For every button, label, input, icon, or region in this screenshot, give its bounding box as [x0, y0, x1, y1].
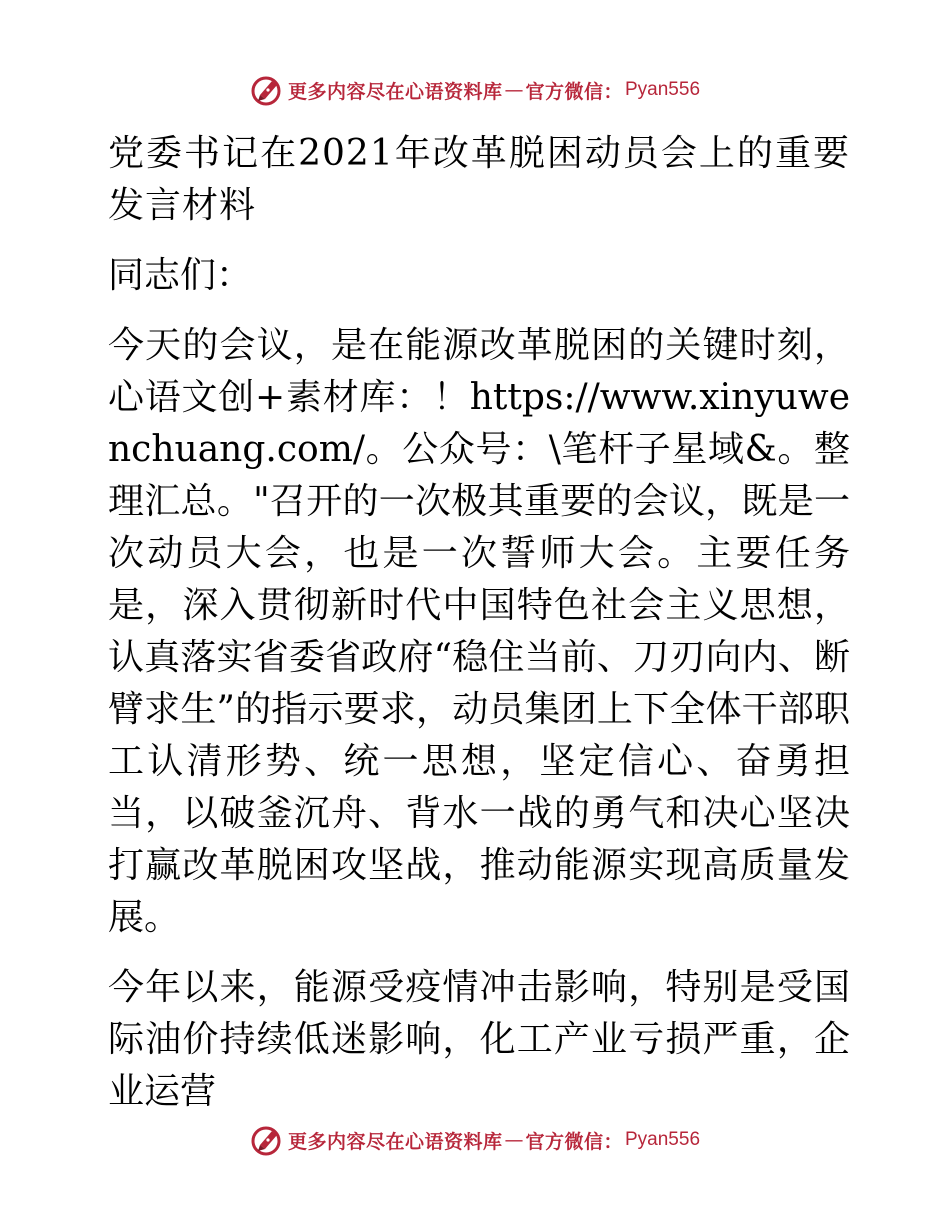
banner-brand: 更多内容尽在心语资料库 [287, 80, 503, 103]
pen-nib-circle-icon [250, 73, 284, 107]
banner-wechat-label: 官方微信： [525, 80, 623, 103]
banner-brand: 更多内容尽在心语资料库 [287, 1130, 503, 1153]
banner-separator: — [504, 79, 524, 101]
banner-separator: — [504, 1129, 524, 1151]
document-body [98, 128, 850, 1136]
header-banner [0, 70, 950, 110]
paragraph-1: 今天的会议，是在能源改革脱困的关键时刻，心语文创+素材库：！https://www.xinyuwenchuang.com/。公众号：\笔杆子星域&。整理汇总。"召开的一次极其重要的会议，既是一次动员大会，也是一次誓师大会。主要任务是，深入贯彻新时代中国特色社会主义思想，认真落实省委省政府“稳住当前、刀刃向内、断臂求生”的指示要求，动员集团上下全体干部职工认清形势、统一思想，坚定信心、奋勇担当，以破釜沉舟、背水一战的勇气和决心坚决打赢改革脱困攻坚战，推动能源实现高质量发展。 [108, 325, 850, 938]
greeting: 同志们： [108, 255, 253, 296]
footer-banner [0, 1120, 950, 1160]
document-title: 党委书记在2021年改革脱困动员会上的重要发言材料 [108, 133, 850, 226]
banner-wechat-id: Pyan556 [625, 1129, 701, 1150]
paragraph-2: 今年以来，能源受疫情冲击影响，特别是受国际油价持续低迷影响，化工产业亏损严重，企业运营 [108, 967, 850, 1112]
pen-nib-circle-icon [250, 1123, 284, 1157]
banner-wechat-label: 官方微信： [525, 1130, 623, 1153]
banner-wechat-id: Pyan556 [625, 79, 701, 100]
